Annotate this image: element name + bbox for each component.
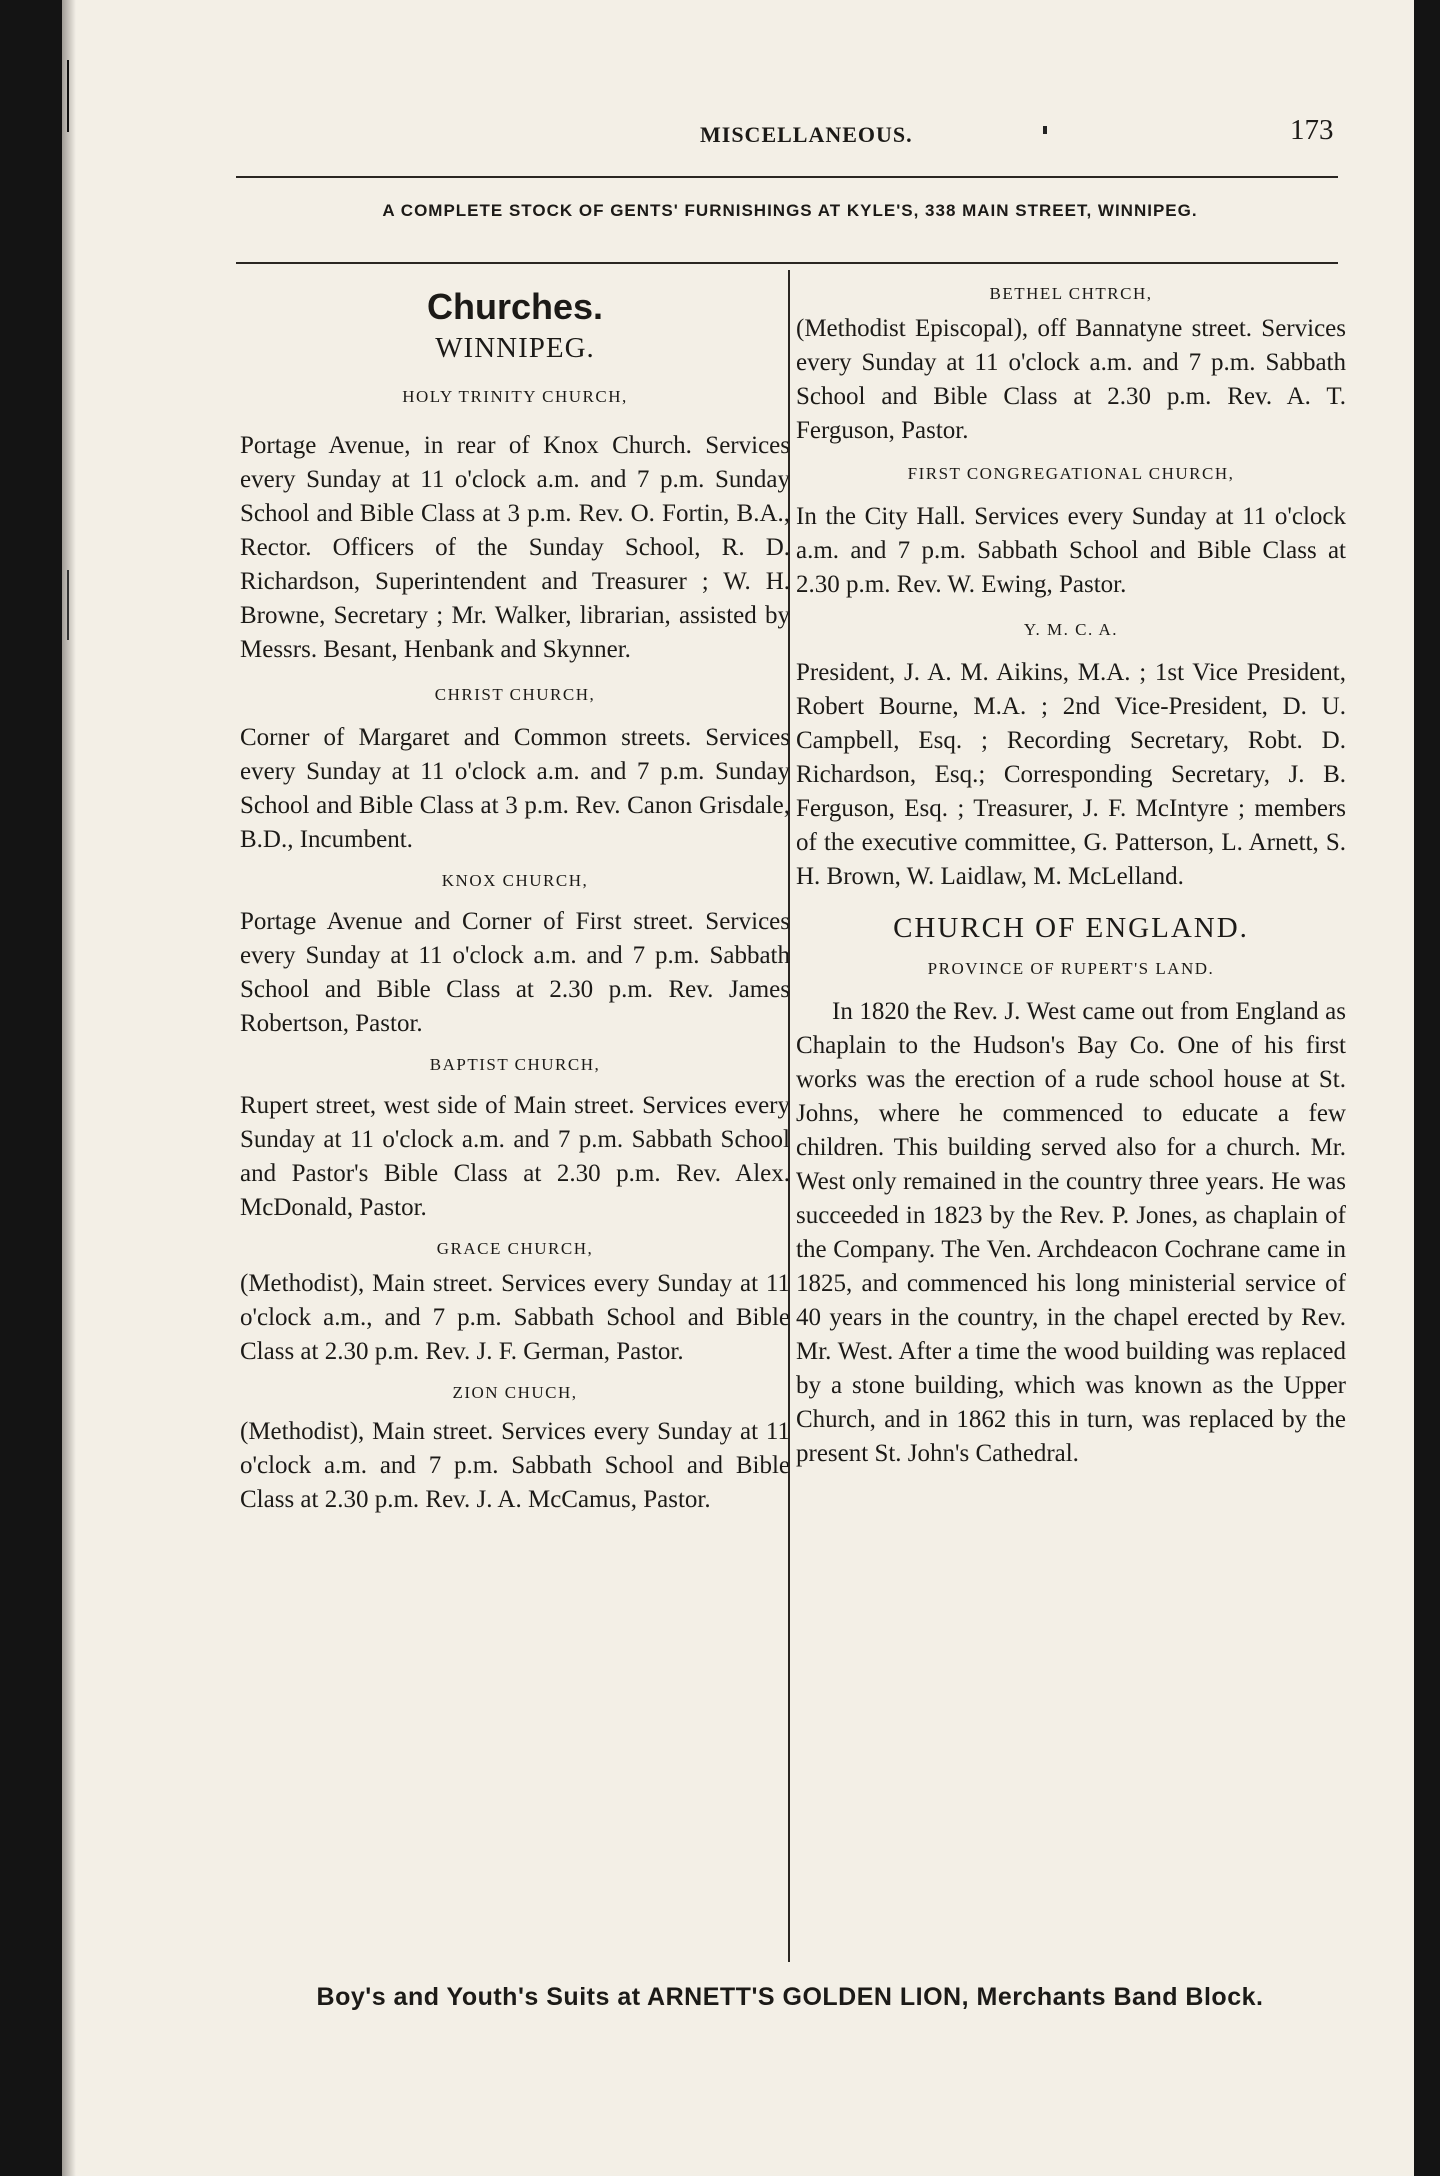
church-entry: Rupert street, west side of Main street. Services every Sunday at 11 o'clock a.m. and 7 p.m. Sabbath School and Pastor's Bible Class at 2.30 p.m. Rev. Alex. McDonald, Pastor. (240, 1092, 790, 1221)
church-heading: BETHEL CHTRCH, (989, 284, 1153, 303)
church-heading: CHRIST CHURCH, (434, 685, 596, 704)
church-entry: (Methodist), Main street. Services every Sunday at 11 o'clock a.m. and 7 p.m. Sabbath School and Bible Class at 2.30 p.m. Rev. J. A. McCamus, Pastor. (240, 1418, 790, 1513)
history-paragraph: In 1820 the Rev. J. West came out from England as Chaplain to the Hudson's Bay Co. One of his first works was the erection of a rude school house at St. Johns, where he commenced to educate a few children. This building served also for a church. Mr. West only remained in the country three years. He was succeeded in 1823 by the Rev. P. Jones, as chaplain of the Company. The Ven. Archdeacon Cochrane came in 1825, and commenced his long ministerial service of 40 years in the country, in the chapel erected by Rev. Mr. West. After a time the wood building was replaced by a stone building, which was known as the Upper Church, and in 1862 this in turn, was replaced by the present St. John's Cathedral. (796, 998, 1346, 1467)
church-heading: ZION CHUCH, (452, 1383, 578, 1402)
church-heading: Y. M. C. A. (1023, 620, 1119, 639)
church-entry: In the City Hall. Services every Sunday at 11 o'clock a.m. and 7 p.m. Sabbath School and Bible Class at 2.30 p.m. Rev. W. Ewing, Pastor. (796, 503, 1346, 598)
left-column (240, 272, 790, 1517)
church-entry: (Methodist), Main street. Services every Sunday at 11 o'clock a.m., and 7 p.m. Sabbath School and Bible Class at 2.30 p.m. Rev. J. F. German, Pastor. (240, 1270, 790, 1365)
page-number: 173 (1290, 114, 1334, 146)
right-column (796, 272, 1346, 1471)
running-head: MISCELLANEOUS. (700, 122, 913, 147)
church-heading: FIRST CONGREGATIONAL CHURCH, (907, 464, 1235, 483)
header-rule (236, 176, 1338, 178)
page-gutter-shadow (62, 0, 76, 2176)
church-heading: HOLY TRINITY CHURCH, (402, 387, 628, 406)
banner-rule (236, 262, 1338, 264)
church-entry: Portage Avenue and Corner of First street. Services every Sunday at 11 o'clock a.m. and 7 p.m. Sabbath School and Bible Class at 2.30 p.m. Rev. James Robertson, Pastor. (240, 908, 790, 1037)
section-title: Churches. (426, 286, 604, 327)
print-speck (1043, 126, 1047, 134)
denomination-heading: CHURCH OF ENGLAND. (893, 912, 1249, 944)
church-entry: President, J. A. M. Aikins, M.A. ; 1st Vice President, Robert Bourne, M.A. ; 2nd Vice-President, D. U. Campbell, Esq. ; Recording Secretary, Robt. D. Richardson, Esq.; Corresponding Secretary, J. B. Ferguson, Esq. ; Treasurer, J. F. McIntyre ; members of the executive committee, G. Patterson, L. Arnett, S. H. Brown, W. Laidlaw, M. McLelland. (796, 659, 1346, 890)
advertisement-banner: A COMPLETE STOCK OF GENTS' FURNISHINGS AT KYLE'S, 338 MAIN STREET, WINNIPEG. (382, 201, 1198, 220)
city-heading: WINNIPEG. (435, 332, 595, 364)
province-heading: PROVINCE OF RUPERT'S LAND. (927, 959, 1215, 978)
binding-mark (67, 60, 69, 132)
church-heading: GRACE CHURCH, (436, 1239, 594, 1258)
church-entry: Corner of Margaret and Common streets. Services every Sunday at 11 o'clock a.m. and 7 p.m. Sunday School and Bible Class at 3 p.m. Rev. Canon Grisdale, B.D., Incumbent. (240, 724, 790, 853)
binding-mark (67, 570, 69, 640)
church-heading: BAPTIST CHURCH, (429, 1055, 601, 1074)
church-heading: KNOX CHURCH, (441, 871, 589, 890)
footer-advertisement: Boy's and Youth's Suits at ARNETT'S GOLDEN LION, Merchants Band Block. (316, 1983, 1264, 2011)
church-entry: (Methodist Episcopal), off Bannatyne street. Services every Sunday at 11 o'clock a.m. and 7 p.m. Sabbath School and Bible Class at 2.30 p.m. Rev. A. T. Ferguson, Pastor. (796, 315, 1346, 444)
church-entry: Portage Avenue, in rear of Knox Church. Services every Sunday at 11 o'clock a.m. and 7 p.m. Sunday School and Bible Class at 3 p.m. Rev. O. Fortin, B.A., Rector. Officers of the Sunday School, R. D. Richardson, Superintendent and Treasurer ; W. H. Browne, Secretary ; Mr. Walker, librarian, assisted by Messrs. Besant, Henbank and Skynner. (240, 432, 790, 663)
